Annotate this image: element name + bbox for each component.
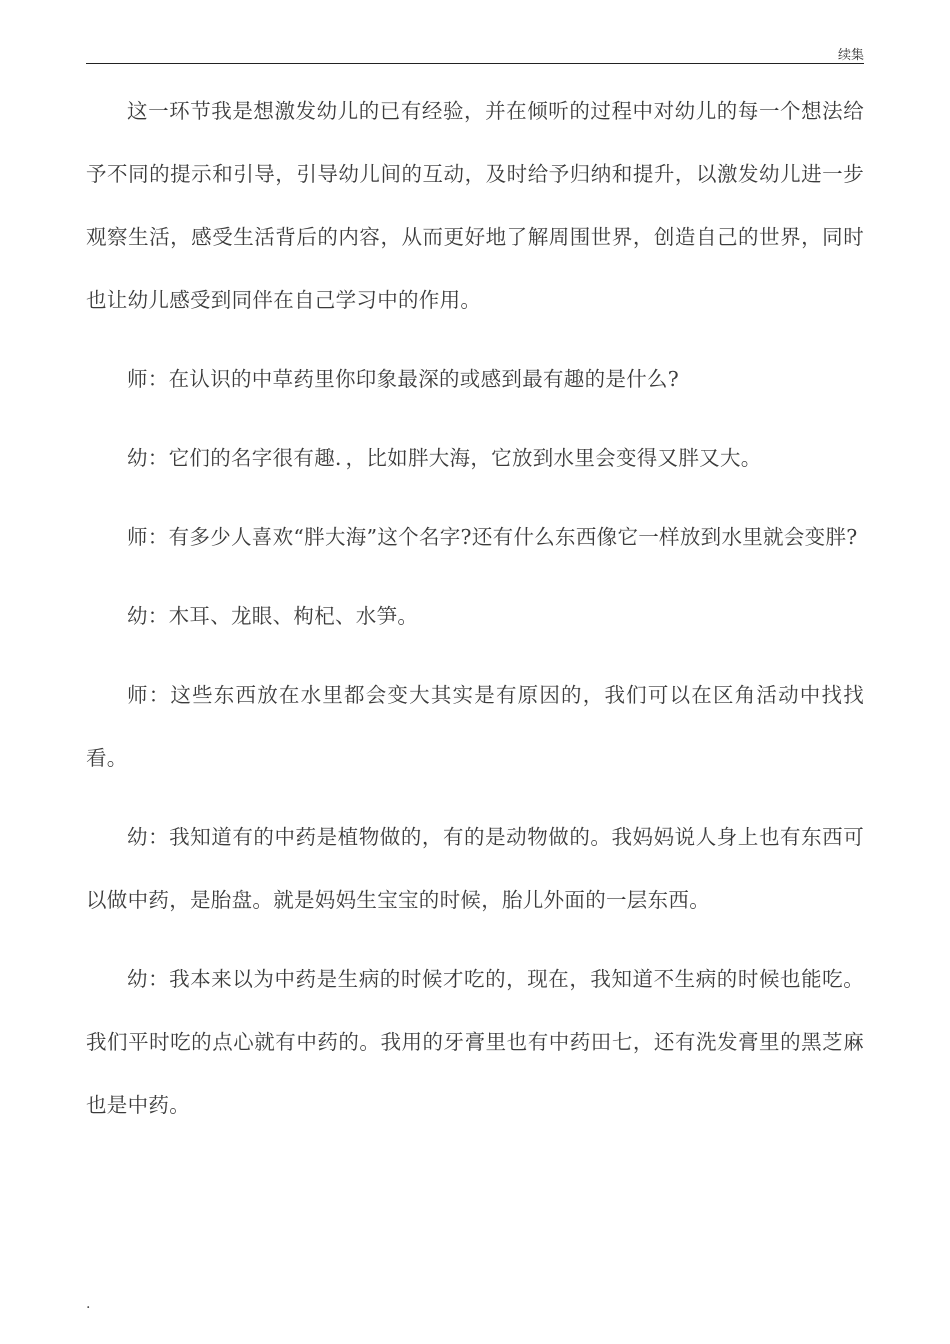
paragraph-child-answer-2: 幼：木耳、龙眼、枸杞、水笋。 [127, 604, 419, 628]
header-label: 续集 [837, 48, 864, 63]
footer-mark: . [86, 1296, 91, 1312]
paragraph-child-answer-3: 幼：我知道有的中药是植物做的，有的是动物做的。我妈妈说人身上也有东西可以做中药，是胎盘。就是妈妈生宝宝的时候，胎儿外面的一层东西。 [86, 825, 864, 912]
document-body [86, 80, 864, 1153]
paragraph-teacher-question-2: 师：有多少人喜欢“胖大海”这个名字?还有什么东西像它一样放到水里就会变胖? [127, 525, 858, 549]
paragraph-child-answer-1: 幼：它们的名字很有趣．，比如胖大海，它放到水里会变得又胖又大。 [127, 446, 762, 470]
paragraph-child-answer-4: 幼：我本来以为中药是生病的时候才吃的，现在，我知道不生病的时候也能吃。我们平时吃的点心就有中药的。我用的牙膏里也有中药田七，还有洗发膏里的黑芝麻也是中药。 [86, 967, 864, 1117]
paragraph-teacher-statement: 师：这些东西放在水里都会变大其实是有原因的，我们可以在区角活动中找找看。 [86, 683, 864, 770]
paragraph-reflection: 这一环节我是想激发幼儿的已有经验，并在倾听的过程中对幼儿的每一个想法给予不同的提示和引导，引导幼儿间的互动，及时给予归纳和提升，以激发幼儿进一步观察生活，感受生活背后的内容，从而更好地了解周围世界，创造自己的世界，同时也让幼儿感受到同伴在自己学习中的作用。 [86, 99, 864, 312]
paragraph-teacher-question-1: 师：在认识的中草药里你印象最深的或感到最有趣的是什么? [127, 367, 680, 391]
header-divider [86, 63, 864, 64]
